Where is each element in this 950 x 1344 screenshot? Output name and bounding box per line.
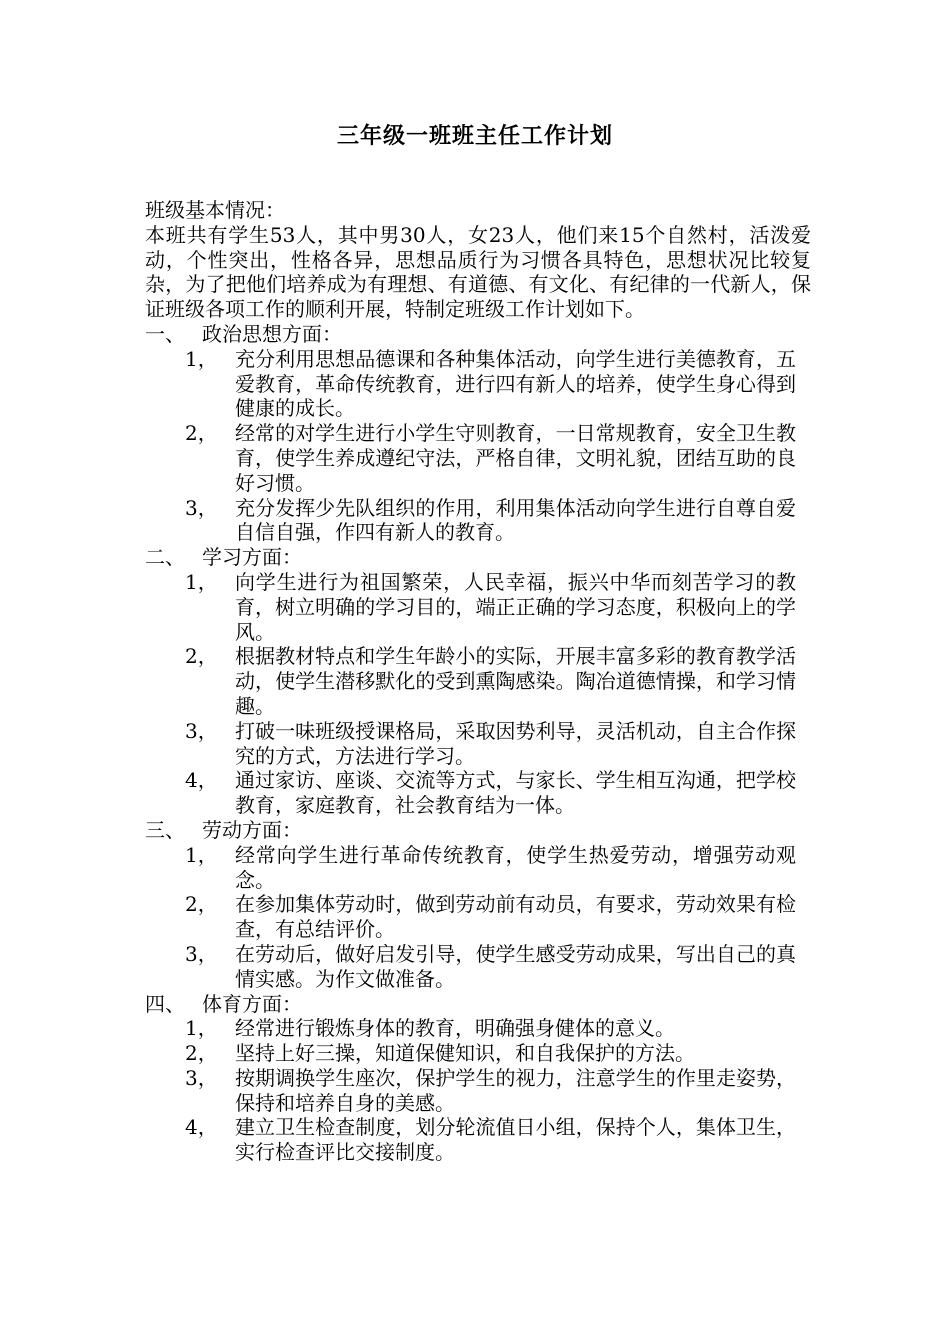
list-item bbox=[145, 1016, 811, 1041]
list-item bbox=[145, 1041, 811, 1066]
list-item bbox=[145, 421, 811, 495]
item-text: 通过家访、座谈、交流等方式，与家长、学生相互沟通，把学校教育，家庭教育，社会教育结为一体。 bbox=[235, 768, 796, 818]
item-number: 1， bbox=[185, 1016, 218, 1041]
list-item bbox=[145, 843, 811, 893]
section-sports bbox=[145, 992, 811, 1166]
item-number: 4， bbox=[185, 1115, 218, 1140]
list-item bbox=[145, 942, 811, 992]
item-text: 充分利用思想品德课和各种集体活动，向学生进行美德教育，五爱教育，革命传统教育，进行四有新人的培养，使学生身心得到健康的成长。 bbox=[235, 346, 796, 421]
list-item bbox=[145, 347, 811, 421]
section-heading bbox=[145, 992, 811, 1017]
item-text: 坚持上好三操，知道保健知识，和自我保护的方法。 bbox=[235, 1041, 695, 1066]
list-item bbox=[145, 644, 811, 718]
section-title: 政治思想方面： bbox=[202, 321, 342, 346]
section-labor bbox=[145, 818, 811, 992]
intro-paragraph: 本班共有学生53人，其中男30人，女23人，他们来15个自然村，活泼爱动，个性突出，性格各异，思想品质行为习惯各具特色，思想状况比较复杂，为了把他们培养成为有理想、有道德、有文化、有纪律的一代新人，保证班级各项工作的顺利开展，特制定班级工作计划如下。 bbox=[145, 222, 811, 322]
list-item bbox=[145, 892, 811, 942]
item-text: 充分发挥少先队组织的作用，利用集体活动向学生进行自尊自爱自信自强，作四有新人的教育。 bbox=[235, 495, 796, 545]
item-number: 4， bbox=[185, 768, 218, 793]
section-politics bbox=[145, 322, 811, 545]
item-text: 经常进行锻炼身体的教育，明确强身健体的意义。 bbox=[235, 1016, 675, 1041]
section-title: 劳动方面： bbox=[202, 817, 302, 842]
list-item bbox=[145, 496, 811, 546]
list-item bbox=[145, 570, 811, 644]
item-number: 2， bbox=[185, 892, 218, 917]
item-text: 按期调换学生座次，保护学生的视力，注意学生的作里走姿势，保持和培养自身的美感。 bbox=[235, 1065, 796, 1115]
item-text: 根据教材特点和学生年龄小的实际，开展丰富多彩的教育教学活动，使学生潜移默化的受到熏陶感染。陶冶道德情操，和学习情趣。 bbox=[235, 644, 796, 718]
item-number: 3， bbox=[185, 1065, 218, 1090]
item-text: 经常向学生进行革命传统教育，使学生热爱劳动，增强劳动观念。 bbox=[235, 842, 796, 892]
item-number: 2， bbox=[185, 1041, 218, 1066]
section-heading bbox=[145, 818, 811, 843]
item-text: 建立卫生检查制度，划分轮流值日小组，保持个人，集体卫生，实行检查评比交接制度。 bbox=[235, 1115, 796, 1165]
item-number: 1， bbox=[185, 842, 218, 867]
item-text: 向学生进行为祖国繁荣，人民幸福，振兴中华而刻苦学习的教育，树立明确的学习目的，端正正确的学习态度，积极向上的学风。 bbox=[235, 569, 796, 644]
section-heading bbox=[145, 322, 811, 347]
section-number: 二、 bbox=[145, 545, 185, 570]
intro-heading: 班级基本情况： bbox=[145, 198, 285, 222]
document-body bbox=[145, 198, 811, 1165]
item-text: 打破一味班级授课格局，采取因势利导，灵活机动，自主合作探究的方式，方法进行学习。 bbox=[235, 718, 796, 768]
section-number: 三、 bbox=[145, 817, 185, 842]
section-number: 四、 bbox=[145, 991, 185, 1016]
item-number: 3， bbox=[185, 941, 218, 966]
item-number: 2， bbox=[185, 644, 218, 669]
list-item bbox=[145, 1066, 811, 1116]
item-number: 3， bbox=[185, 718, 218, 743]
list-item bbox=[145, 719, 811, 769]
section-title: 学习方面： bbox=[202, 545, 302, 570]
item-number: 1， bbox=[185, 346, 218, 371]
section-heading bbox=[145, 545, 811, 570]
item-text: 经常的对学生进行小学生守则教育，一日常规教育，安全卫生教育，使学生养成遵纪守法，严格自律，文明礼貌，团结互助的良好习惯。 bbox=[235, 421, 796, 495]
section-number: 一、 bbox=[145, 321, 185, 346]
item-number: 3， bbox=[185, 495, 218, 520]
list-item bbox=[145, 768, 811, 818]
document-title: 三年级一班班主任工作计划 bbox=[336, 124, 613, 149]
item-number: 1， bbox=[185, 569, 218, 594]
list-item bbox=[145, 1115, 811, 1165]
item-number: 2， bbox=[185, 421, 218, 446]
section-study bbox=[145, 545, 811, 818]
item-text: 在劳动后，做好启发引导，使学生感受劳动成果，写出自己的真情实感。为作文做准备。 bbox=[235, 941, 796, 991]
section-title: 体育方面： bbox=[202, 991, 302, 1016]
item-text: 在参加集体劳动时，做到劳动前有动员，有要求，劳动效果有检查，有总结评价。 bbox=[235, 892, 796, 942]
